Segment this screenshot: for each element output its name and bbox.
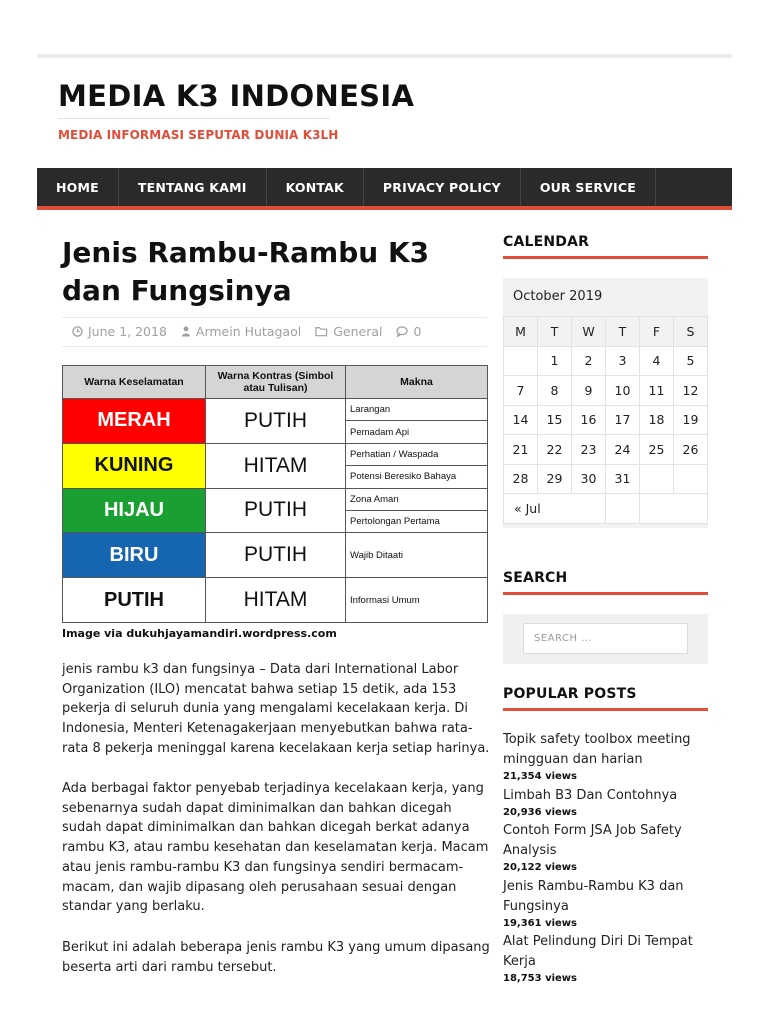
calendar-day: 11 [640, 376, 674, 406]
calendar-empty-cell [504, 346, 538, 376]
clock-icon [72, 326, 83, 337]
nav-accent-line [37, 206, 732, 210]
table-header-warna-kontras: Warna Kontras (Simbol atau Tulisan) [206, 366, 346, 399]
calendar-day: 14 [504, 405, 538, 435]
contrast-color-cell: HITAM [206, 578, 346, 623]
safety-color-cell: PUTIH [63, 578, 206, 623]
popular-post-link[interactable]: Jenis Rambu-Rambu K3 dan Fungsinya [503, 879, 684, 914]
calendar-day: 29 [538, 464, 572, 494]
contrast-color-cell: PUTIH [206, 488, 346, 533]
table-header-makna: Makna [346, 366, 488, 399]
post-comments-count: 0 [413, 324, 422, 339]
nav-kontak[interactable]: KONTAK [267, 168, 364, 206]
calendar-weekday: S [674, 317, 708, 347]
popular-post-views: 21,354 views [503, 771, 577, 782]
calendar-weekday: T [606, 317, 640, 347]
popular-post-link[interactable]: Alat Pelindung Diri Di Tempat Kerja [503, 934, 693, 969]
nav-home[interactable]: HOME [37, 168, 119, 206]
table-row [63, 399, 488, 421]
image-caption: Image via dukuhjayamandiri.wordpress.com [62, 627, 337, 640]
search-title-underline [503, 592, 708, 595]
top-border [37, 54, 732, 58]
calendar-week-row [504, 376, 708, 406]
calendar-empty-cell [640, 464, 674, 494]
calendar-weekday: T [538, 317, 572, 347]
calendar-empty-cell [674, 464, 708, 494]
calendar-day: 31 [606, 464, 640, 494]
meaning-cell: Informasi Umum [346, 578, 488, 623]
calendar-day: 21 [504, 435, 538, 465]
post-paragraph: jenis rambu k3 dan fungsinya – Data dari International Labor Organization (ILO) mencatat bahwa setiap 15 detik, ada 153 pekerja di seluruh dunia yang mengalami kecelakaan kerja. Di Indonesia, Menteri Ketenagakerjaan menyebutkan bahwa rata-rata 8 pekerja meninggal karena kecelakaan kerja setiap harinya. [62, 662, 490, 756]
calendar-day: 30 [572, 464, 606, 494]
calendar-title-underline [503, 256, 708, 259]
popular-post-item [503, 877, 708, 931]
post-meta [72, 324, 435, 339]
safety-color-table [62, 365, 488, 623]
calendar-day: 9 [572, 376, 606, 406]
popular-title-underline [503, 708, 708, 711]
search-widget [503, 614, 708, 664]
table-header-warna-keselamatan: Warna Keselamatan [63, 366, 206, 399]
calendar-day: 24 [606, 435, 640, 465]
nav-tentang-kami[interactable]: TENTANG KAMI [119, 168, 267, 206]
popular-post-views: 19,361 views [503, 918, 577, 929]
calendar-day: 28 [504, 464, 538, 494]
calendar-day: 3 [606, 346, 640, 376]
meta-bottom-divider [62, 346, 487, 347]
contrast-color-cell: PUTIH [206, 533, 346, 578]
popular-post-link[interactable]: Limbah B3 Dan Contohnya [503, 788, 678, 803]
meaning-cell: Larangan [346, 399, 488, 421]
post-category[interactable] [315, 324, 382, 339]
post-date-text: June 1, 2018 [88, 324, 167, 339]
table-body [63, 399, 488, 623]
calendar-day: 10 [606, 376, 640, 406]
calendar-week-row [504, 464, 708, 494]
user-icon [181, 326, 191, 337]
calendar-week-row [504, 435, 708, 465]
meaning-cell: Potensi Beresiko Bahaya [346, 466, 488, 488]
calendar-day: 26 [674, 435, 708, 465]
post-author-text: Armein Hutagaol [195, 324, 302, 339]
meta-top-divider [62, 317, 487, 318]
calendar-day: 19 [674, 405, 708, 435]
calendar-day: 18 [640, 405, 674, 435]
calendar-weekday: W [572, 317, 606, 347]
popular-post-views: 20,936 views [503, 807, 577, 818]
calendar-month-caption: October 2019 [513, 289, 603, 304]
popular-post-item [503, 932, 708, 986]
nav-our-service[interactable]: OUR SERVICE [521, 168, 656, 206]
contrast-color-cell: HITAM [206, 443, 346, 488]
post-comments[interactable] [396, 324, 421, 339]
safety-color-cell: MERAH [63, 399, 206, 444]
calendar-empty-cell [606, 494, 640, 524]
table-row [63, 578, 488, 623]
popular-post-views: 20,122 views [503, 862, 577, 873]
meaning-cell: Pemadam Api [346, 421, 488, 443]
popular-post-item [503, 786, 708, 820]
post-paragraph: Ada berbagai faktor penyebab terjadinya kecelakaan kerja, yang sebenarnya sudah dapat diminimalkan dan bahkan dicegah sudah dapat diminimalkan dan bahkan dicegah berkat adanya rambu K3, atau rambu kesehatan dan keselamatan kerja. Macam atau jenis rambu-rambu K3 dan fungsinya sendiri bermacam-macam, dan wajib dipasang oleh perusahaan sesuai dengan standar yang berlaku. [62, 781, 489, 915]
calendar-day: 12 [674, 376, 708, 406]
nav-privacy-policy[interactable]: PRIVACY POLICY [364, 168, 521, 206]
popular-post-item [503, 730, 708, 784]
popular-post-item [503, 821, 708, 875]
calendar-day: 5 [674, 346, 708, 376]
calendar-day: 8 [538, 376, 572, 406]
main-nav [37, 168, 732, 206]
popular-posts-title: POPULAR POSTS [503, 686, 637, 702]
post-title: Jenis Rambu-Rambu K3 dan Fungsinya [62, 236, 430, 307]
calendar-day: 23 [572, 435, 606, 465]
calendar-prev-month-link[interactable]: « Jul [504, 494, 606, 524]
calendar-day: 2 [572, 346, 606, 376]
comment-icon [396, 326, 408, 337]
meaning-cell: Wajib Ditaati [346, 533, 488, 578]
safety-color-cell: KUNING [63, 443, 206, 488]
table-row [63, 533, 488, 578]
calendar-day: 15 [538, 405, 572, 435]
search-input[interactable] [523, 623, 688, 654]
calendar-empty-cell [640, 494, 708, 524]
post-author[interactable] [181, 324, 301, 339]
popular-post-link[interactable]: Contoh Form JSA Job Safety Analysis [503, 823, 682, 858]
calendar-day: 16 [572, 405, 606, 435]
title-divider [58, 118, 330, 119]
post-paragraph: Berikut ini adalah beberapa jenis rambu K3 yang umum dipasang beserta arti dari rambu tersebut. [62, 940, 490, 975]
calendar-day: 1 [538, 346, 572, 376]
calendar-week-row [504, 405, 708, 435]
calendar-weekday: F [640, 317, 674, 347]
calendar-body [504, 346, 708, 523]
calendar-widget-title: CALENDAR [503, 234, 590, 250]
safety-color-cell: BIRU [63, 533, 206, 578]
meaning-cell: Zona Aman [346, 488, 488, 510]
calendar-week-row [504, 346, 708, 376]
calendar-day: 22 [538, 435, 572, 465]
meaning-cell: Pertolongan Pertama [346, 510, 488, 532]
table-row [63, 443, 488, 465]
calendar-day: 25 [640, 435, 674, 465]
folder-icon [315, 326, 328, 337]
calendar-nav-row [504, 494, 708, 524]
calendar-widget [503, 278, 708, 528]
calendar-day: 17 [606, 405, 640, 435]
contrast-color-cell: PUTIH [206, 399, 346, 444]
search-widget-title: SEARCH [503, 570, 568, 586]
post-date[interactable] [72, 324, 167, 339]
popular-post-link[interactable]: Topik safety toolbox meeting mingguan dan harian [503, 732, 691, 767]
safety-color-cell: HIJAU [63, 488, 206, 533]
popular-post-views: 18,753 views [503, 973, 577, 984]
site-title[interactable]: MEDIA K3 INDONESIA [58, 79, 415, 113]
meaning-cell: Perhatian / Waspada [346, 443, 488, 465]
calendar-day: 7 [504, 376, 538, 406]
calendar-weekday-row [504, 317, 708, 347]
calendar-day: 4 [640, 346, 674, 376]
site-tagline: MEDIA INFORMASI SEPUTAR DUNIA K3LH [58, 128, 339, 142]
calendar-weekday: M [504, 317, 538, 347]
post-category-text: General [333, 324, 383, 339]
calendar-grid [503, 316, 708, 524]
table-row [63, 488, 488, 510]
